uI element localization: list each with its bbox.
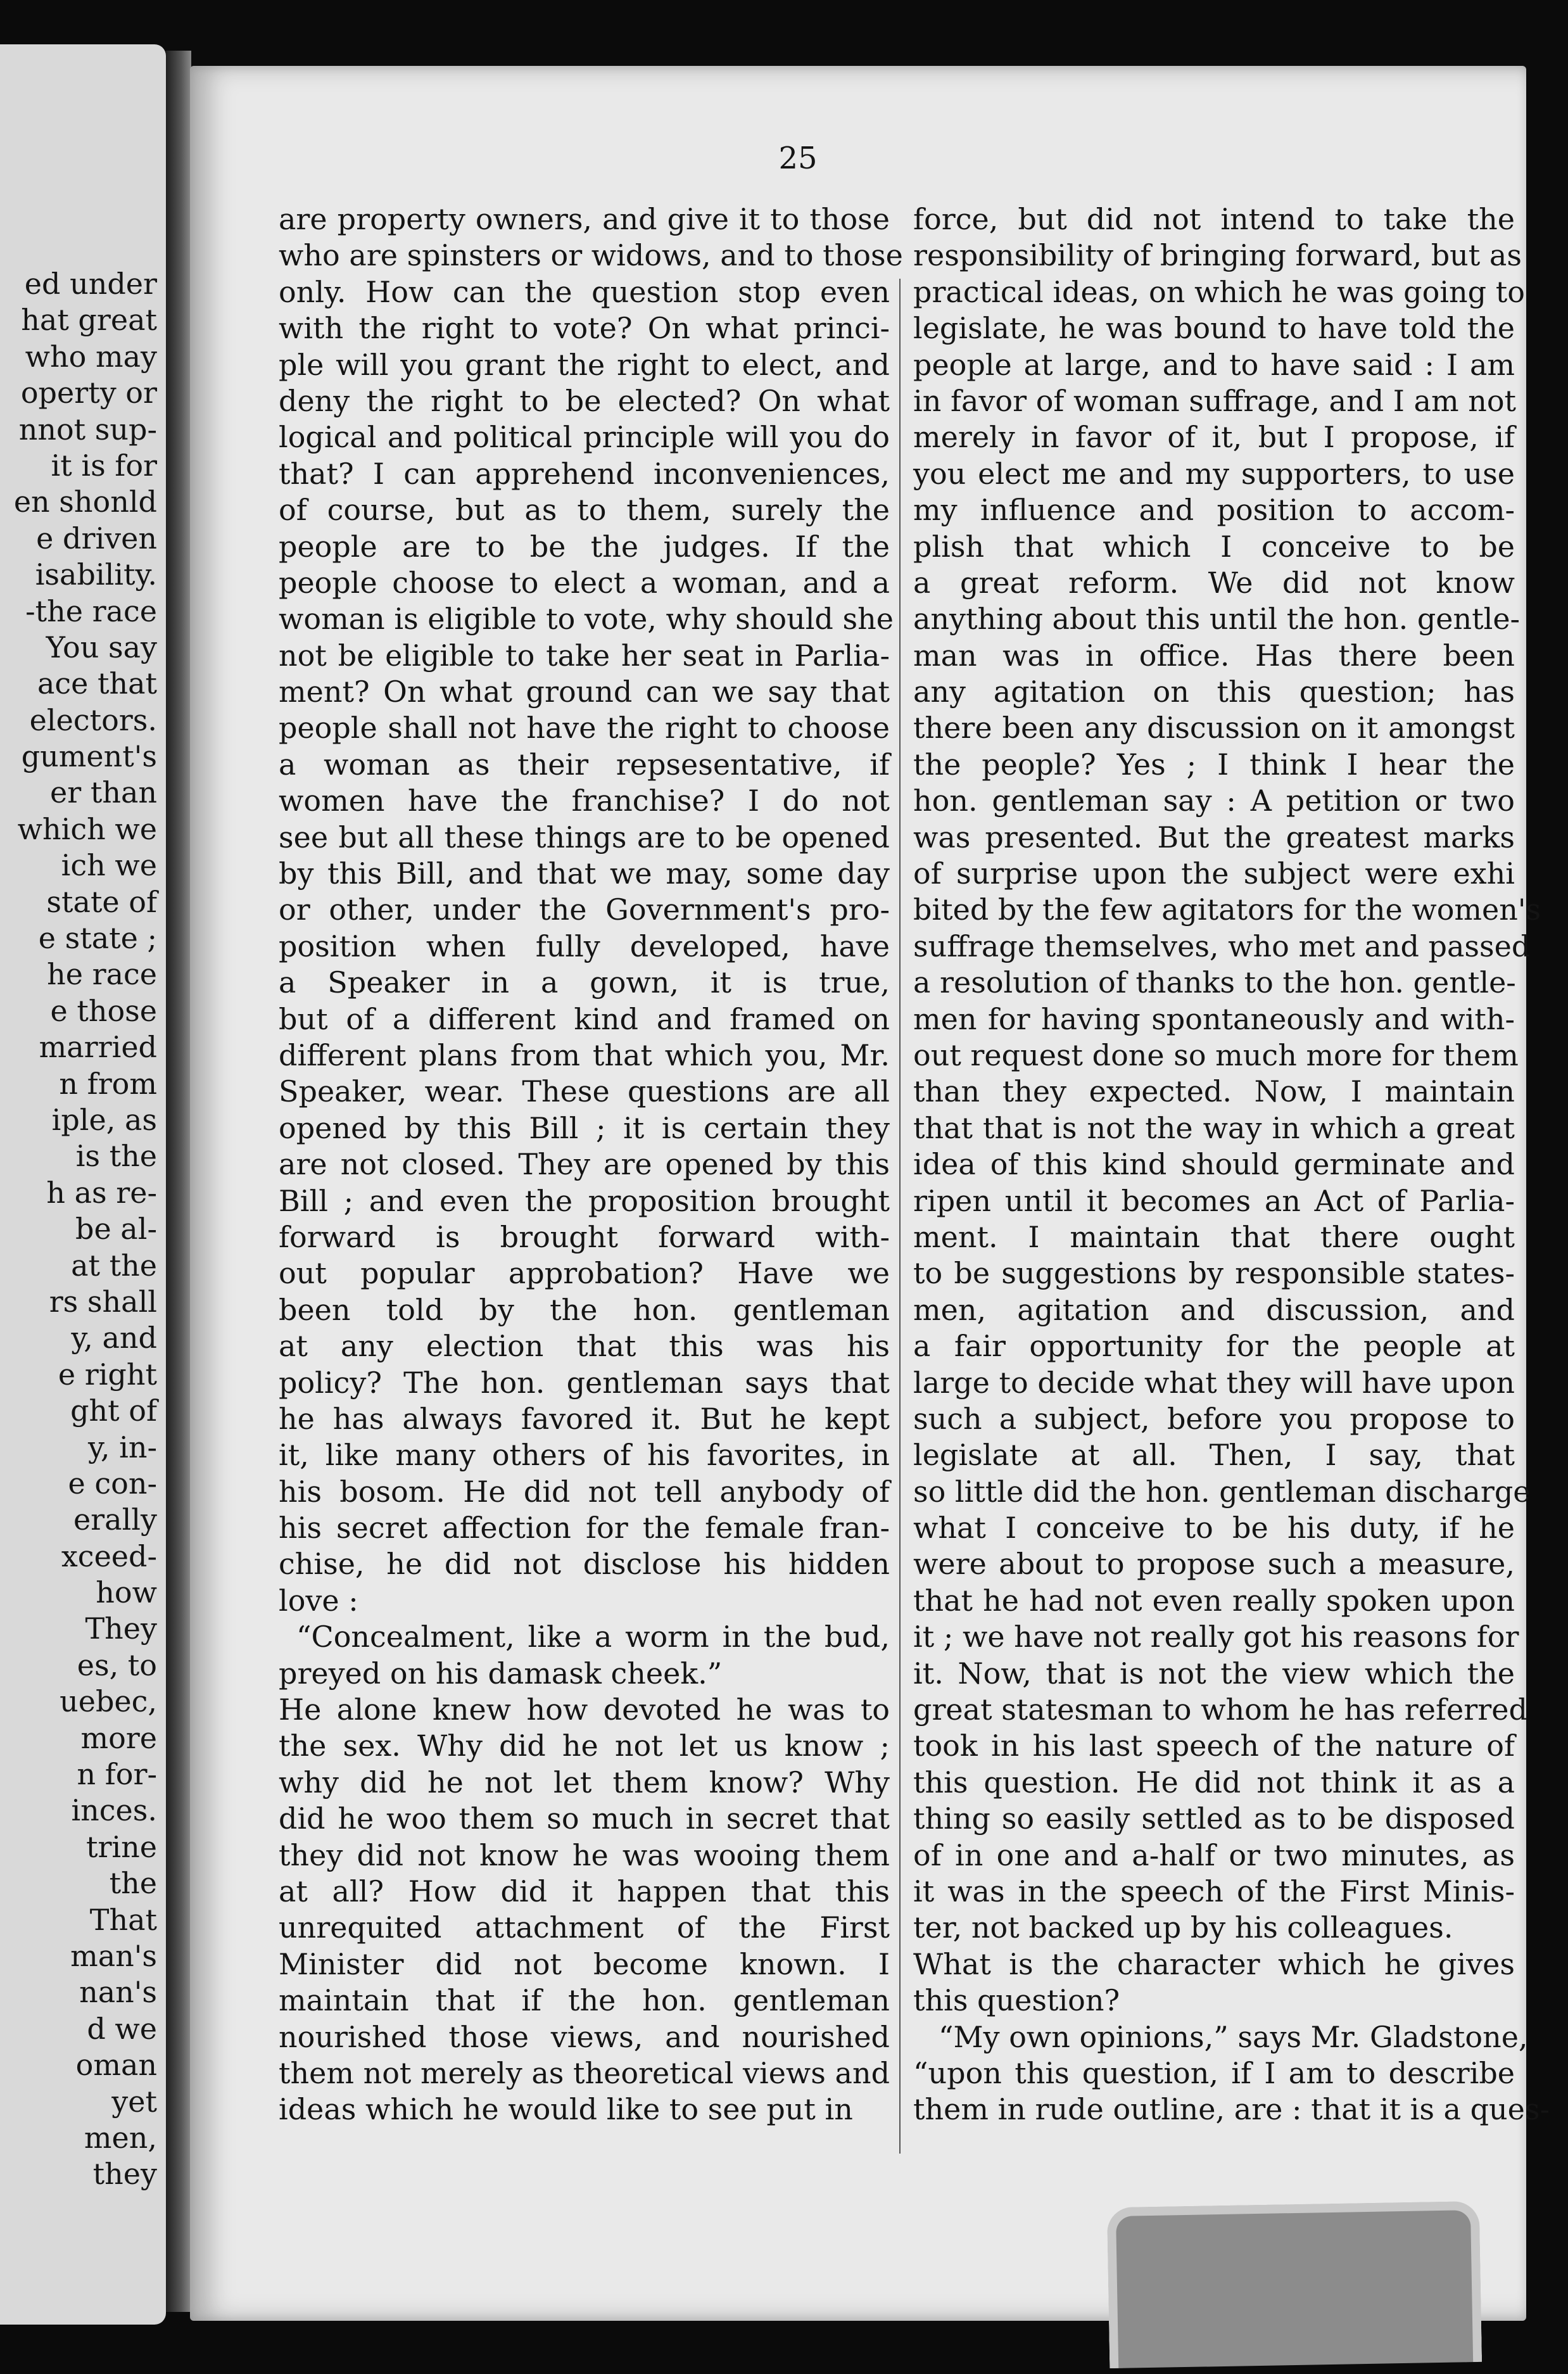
text-line: his secret affection for the female fran- [279, 1511, 890, 1546]
text-line: of surprise upon the subject were exhi [913, 856, 1515, 891]
text-line: responsibility of bringing forward, but as [913, 238, 1522, 273]
text-line: that? I can apprehend inconveniences, [279, 456, 890, 491]
text-line: why did he not let them know? Why [279, 1765, 890, 1800]
page-number: 25 [778, 141, 818, 176]
facing-page-line: man's [70, 1938, 157, 1973]
text-line: a great reform. We did not know [913, 565, 1515, 600]
text-line: not be eligible to take her seat in Parlia- [279, 638, 890, 673]
text-line: love : [279, 1583, 358, 1618]
text-line: He alone knew how devoted he was to [279, 1692, 890, 1727]
text-line: this question? [913, 1983, 1120, 2018]
text-line: practical ideas, on which he was going to [913, 274, 1525, 309]
facing-page-line: inces. [71, 1793, 157, 1828]
text-line: it. Now, that is not the view which the [913, 1656, 1515, 1691]
facing-page-line: e state ; [38, 921, 157, 956]
text-line: out popular approbation? Have we [279, 1256, 890, 1291]
text-line: are not closed. They are opened by this [279, 1147, 890, 1182]
facing-page-line: who may [25, 339, 157, 374]
facing-page-line: iple, as [51, 1102, 157, 1137]
text-line: ment? On what ground can we say that [279, 675, 890, 709]
text-line: was presented. But the greatest marks [913, 820, 1515, 854]
text-line: different plans from that which you, Mr. [279, 1038, 890, 1072]
facing-page-line: gument's [21, 739, 157, 774]
facing-page [0, 44, 166, 2325]
text-line: legislate at all. Then, I say, that [913, 1438, 1515, 1473]
text-line: plish that which I conceive to be [913, 529, 1515, 564]
text-line: people shall not have the right to choose [279, 711, 890, 746]
facing-page-line: ed under [24, 267, 157, 301]
text-line: preyed on his damask cheek.” [279, 1656, 723, 1691]
text-line: Speaker, wear. These questions are all [279, 1074, 890, 1109]
text-line: men for having spontaneously and with- [913, 1001, 1515, 1036]
text-line: a Speaker in a gown, it is true, [279, 965, 890, 1000]
text-line: large to decide what they will have upon [913, 1365, 1515, 1400]
text-line: man was in office. Has there been [913, 638, 1515, 673]
text-line: with the right to vote? On what princi- [279, 311, 890, 346]
text-line: forward is brought forward with- [279, 1219, 890, 1254]
text-line: at any election that this was his [279, 1329, 890, 1364]
text-line: Minister did not become known. I [279, 1946, 890, 1981]
facing-page-line: state of [46, 884, 157, 919]
text-line: ter, not backed up by his colleagues. [913, 1910, 1453, 1945]
text-line: took in his last speech of the nature of [913, 1729, 1515, 1763]
text-line: logical and political principle will you do [279, 420, 890, 455]
text-line: this question. He did not think it as a [913, 1765, 1515, 1800]
facing-page-line: how [96, 1575, 157, 1610]
facing-page-line: which we [17, 811, 157, 846]
text-line: maintain that if the hon. gentleman [279, 1983, 890, 2018]
facing-page-line: nan's [79, 1975, 157, 2010]
text-line: “My own opinions,” says Mr. Gladstone, [939, 2019, 1528, 2054]
facing-page-line: e those [50, 993, 157, 1028]
facing-page-line: -the race [25, 594, 157, 628]
facing-page-line: yet [111, 2084, 157, 2119]
facing-page-line: oman [75, 2048, 157, 2083]
text-line: such a subject, before you propose to [913, 1401, 1515, 1436]
facing-page-line: y, and [71, 1321, 157, 1355]
text-line: a woman as their repsesentative, if [279, 747, 890, 782]
text-line: only. How can the question stop even [279, 274, 890, 309]
text-line: ple will you grant the right to elect, and [279, 347, 890, 382]
text-line: a fair opportunity for the people at [913, 1329, 1515, 1364]
facing-page-line: they [92, 2157, 157, 2192]
text-line: merely in favor of it, but I propose, if [913, 420, 1515, 455]
facing-page-line: isability. [35, 557, 157, 592]
text-line: were about to propose such a measure, [913, 1547, 1515, 1582]
facing-page-line: xceed- [61, 1539, 157, 1573]
text-line: been told by the hon. gentleman [279, 1292, 890, 1327]
facing-page-line: ght of [70, 1393, 157, 1428]
facing-page-line: e driven [36, 521, 157, 555]
text-line: that he had not even really spoken upon [913, 1583, 1515, 1618]
facing-page-line: men, [84, 2120, 157, 2155]
text-line: of in one and a-half or two minutes, as [913, 1838, 1515, 1872]
text-line: what I conceive to be his duty, if he [913, 1511, 1515, 1546]
text-line: or other, under the Government's pro- [279, 892, 890, 927]
facing-page-line: hat great [21, 303, 157, 338]
text-line: force, but did not intend to take the [913, 202, 1515, 236]
facing-page-line: That [89, 1902, 157, 1937]
text-line: a resolution of thanks to the hon. gentle- [913, 965, 1516, 1000]
text-line: suffrage themselves, who met and passed [913, 929, 1531, 963]
facing-page-line: y, in- [87, 1430, 157, 1464]
facing-page-line: trine [85, 1829, 157, 1864]
text-line: people are to be the judges. If the [279, 529, 890, 564]
facing-page-line: ich we [61, 848, 157, 883]
text-line: so little did the hon. gentleman discharge [913, 1474, 1531, 1509]
text-line: What is the character which he gives [913, 1946, 1515, 1981]
text-line: did he woo them so much in secret that [279, 1801, 890, 1836]
facing-page-line: nnot sup- [18, 412, 157, 447]
text-line: deny the right to be elected? On what [279, 383, 890, 418]
column-divider [899, 279, 901, 2154]
text-line: men, agitation and discussion, and [913, 1292, 1515, 1327]
text-line: ideas which he would like to see put in [279, 2092, 853, 2127]
text-line: see but all these things are to be opened [279, 820, 890, 854]
book-gutter [166, 51, 191, 2312]
text-line: to be suggestions by responsible states- [913, 1256, 1515, 1291]
text-line: them not merely as theoretical views and [279, 2055, 890, 2090]
text-line: it ; we have not really got his reasons for [913, 1620, 1519, 1654]
facing-page-line: d we [87, 2011, 157, 2046]
facing-page-line: more [80, 1720, 157, 1755]
text-line: the people? Yes ; I think I hear the [913, 747, 1515, 782]
text-line: that that is not the way in which a great [913, 1110, 1515, 1145]
facing-page-line: electors. [29, 702, 157, 737]
text-line: policy? The hon. gentleman says that [279, 1365, 890, 1400]
text-line: position when fully developed, have [279, 929, 890, 963]
text-line: thing so easily settled as to be disposed [913, 1801, 1515, 1836]
text-line: the sex. Why did he not let us know ; [279, 1729, 890, 1763]
text-line: bited by the few agitators for the women's [913, 892, 1541, 927]
text-line: at all? How did it happen that this [279, 1874, 890, 1908]
text-line: it, like many others of his favorites, in [279, 1438, 890, 1473]
facing-page-line: married [39, 1030, 157, 1065]
text-line: Bill ; and even the proposition brought [279, 1183, 890, 1218]
facing-page-line: e con- [68, 1466, 157, 1501]
text-line: are property owners, and give it to those [279, 202, 890, 236]
facing-page-line: he race [47, 957, 157, 992]
text-line: “Concealment, like a worm in the bud, [296, 1620, 890, 1654]
text-line: who are spinsters or widows, and to those [279, 238, 903, 273]
text-line: women have the franchise? I do not [279, 784, 890, 818]
facing-page-line: at the [71, 1248, 157, 1283]
text-line: than they expected. Now, I maintain [913, 1074, 1515, 1109]
facing-page-line: n from [59, 1066, 157, 1101]
facing-page-line: e right [58, 1357, 157, 1392]
text-line: unrequited attachment of the First [279, 1910, 890, 1945]
text-line: idea of this kind should germinate and [913, 1147, 1515, 1182]
facing-page-line: They [85, 1611, 157, 1646]
facing-page-line: rs shall [49, 1284, 157, 1319]
facing-page-line: operty or [20, 376, 157, 410]
text-line: chise, he did not disclose his hidden [279, 1547, 890, 1582]
text-line: people choose to elect a woman, and a [279, 565, 890, 600]
right-text-column [913, 201, 1550, 2128]
text-line: there been any discussion on it amongst [913, 711, 1515, 746]
text-line: any agitation on this question; has [913, 675, 1515, 709]
facing-page-line: erally [73, 1502, 157, 1537]
text-line: woman is eligible to vote, why should she [279, 602, 894, 637]
facing-page-line: es, to [77, 1647, 157, 1682]
text-line: hon. gentleman say : A petition or two [913, 784, 1515, 818]
text-line: anything about this until the hon. gentle- [913, 602, 1521, 637]
facing-page-text [2, 266, 157, 2193]
facing-page-line: en shonld [13, 485, 157, 519]
facing-page-line: You say [46, 630, 157, 664]
facing-page-line: er than [50, 775, 157, 810]
text-line: in favor of woman suffrage, and I am not [913, 383, 1517, 418]
text-line: legislate, he was bound to have told the [913, 311, 1515, 346]
text-line: my influence and position to accom- [913, 493, 1515, 528]
facing-page-line: be al- [75, 1212, 157, 1247]
text-line: nourished those views, and nourished [279, 2019, 890, 2054]
text-line: ripen until it becomes an Act of Parlia- [913, 1183, 1515, 1218]
text-line: by this Bill, and that we may, some day [279, 856, 890, 891]
text-line: people at large, and to have said : I am [913, 347, 1515, 382]
facing-page-line: n for- [77, 1757, 157, 1792]
left-text-column [279, 201, 903, 2128]
text-line: them in rude outline, are : that it is a ques- [913, 2092, 1550, 2127]
facing-page-line: ace that [37, 666, 157, 701]
facing-page-line: uebec, [60, 1684, 157, 1719]
text-line: ment. I maintain that there ought [913, 1219, 1515, 1254]
text-line: out request done so much more for them [913, 1038, 1519, 1072]
text-line: he has always favored it. But he kept [279, 1401, 890, 1436]
text-line: opened by this Bill ; it is certain they [279, 1110, 890, 1145]
facing-page-line: it is for [51, 448, 157, 483]
facing-page-line: is the [75, 1139, 157, 1174]
text-line: they did not know he was wooing them [279, 1838, 890, 1872]
text-line: his bosom. He did not tell anybody of [279, 1474, 890, 1509]
text-line: it was in the speech of the First Minis- [913, 1874, 1515, 1908]
text-line: of course, but as to them, surely the [279, 493, 890, 528]
text-line: you elect me and my supporters, to use [913, 456, 1515, 491]
facing-page-line: h as re- [46, 1175, 157, 1210]
text-line: “upon this question, if I am to describe [913, 2055, 1515, 2090]
text-line: but of a different kind and framed on [279, 1001, 890, 1036]
binder-clip [1107, 2201, 1482, 2368]
facing-page-line: the [109, 1866, 157, 1901]
text-line: great statesman to whom he has referred [913, 1692, 1527, 1727]
